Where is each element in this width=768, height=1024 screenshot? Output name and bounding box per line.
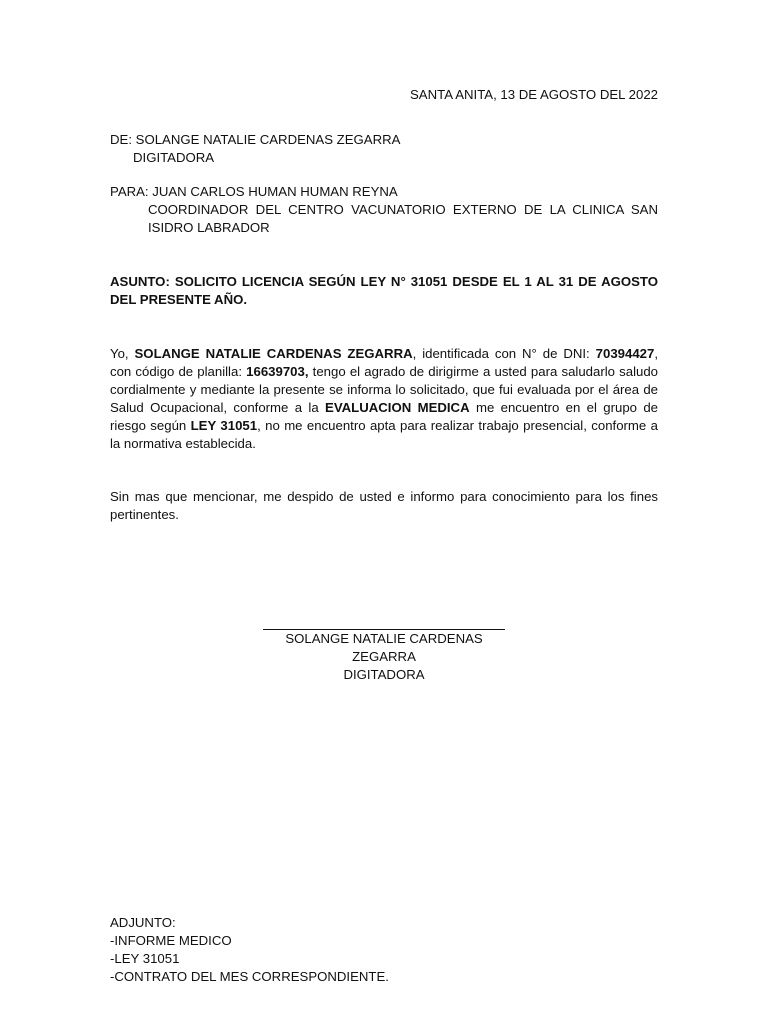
body1-planilla: 16639703, (246, 364, 309, 379)
body1-text-2: , identificada con N° de DNI: (412, 346, 596, 361)
body1-text-5: me encuentro en el grupo de riesgo según (110, 400, 659, 433)
attachment-item: -CONTRATO DEL MES CORRESPONDIENTE. (110, 969, 389, 984)
attachments-block (110, 914, 510, 986)
body1-dni: 70394427 (595, 346, 655, 361)
signature-role: DIGITADORA (343, 667, 425, 682)
body1-text-3: , con código de planilla: (110, 346, 659, 379)
body1-text-6: , no me encuentro apta para realizar trabajo presencial, conforme a la normativa establecida. (110, 418, 658, 451)
sender-block (110, 131, 658, 167)
sender-role: DIGITADORA (133, 150, 215, 165)
body1-text-4: tengo el agrado de dirigirme a usted para saludarlo saludo cordialmente y mediante la presente se informa lo solicitado, que fui evaluada por el área de Salud Ocupacional, conforme a la (110, 364, 659, 415)
recipient-line: PARA: JUAN CARLOS HUMAN HUMAN REYNA (110, 184, 398, 199)
body-paragraph-2: Sin mas que mencionar, me despido de usted e informo para conocimiento para los fines pertinentes. (110, 489, 658, 522)
attachment-item: -LEY 31051 (110, 951, 180, 966)
signature-line (263, 615, 505, 630)
recipient-role: COORDINADOR DEL CENTRO VACUNATORIO EXTERNO DE LA CLINICA SAN ISIDRO LABRADOR (148, 202, 658, 235)
signature-block (258, 615, 510, 684)
recipient-block (110, 183, 658, 237)
body1-name: SOLANGE NATALIE CARDENAS ZEGARRA (134, 346, 413, 361)
body-paragraph-1 (110, 345, 658, 453)
body1-ley: LEY 31051 (190, 418, 258, 433)
attachment-item: -INFORME MEDICO (110, 933, 232, 948)
body1-text-1: Yo, (110, 346, 135, 361)
date-line: SANTA ANITA, 13 DE AGOSTO DEL 2022 (410, 87, 658, 102)
body1-evaluacion: EVALUACION MEDICA (325, 400, 470, 415)
signature-name: SOLANGE NATALIE CARDENAS ZEGARRA (285, 631, 483, 664)
subject-line: ASUNTO: SOLICITO LICENCIA SEGÚN LEY N° 31051 DESDE EL 1 AL 31 DE AGOSTO DEL PRESENTE AÑO. (110, 274, 658, 307)
attachments-title: ADJUNTO: (110, 915, 176, 930)
sender-line: DE: SOLANGE NATALIE CARDENAS ZEGARRA (110, 132, 401, 147)
